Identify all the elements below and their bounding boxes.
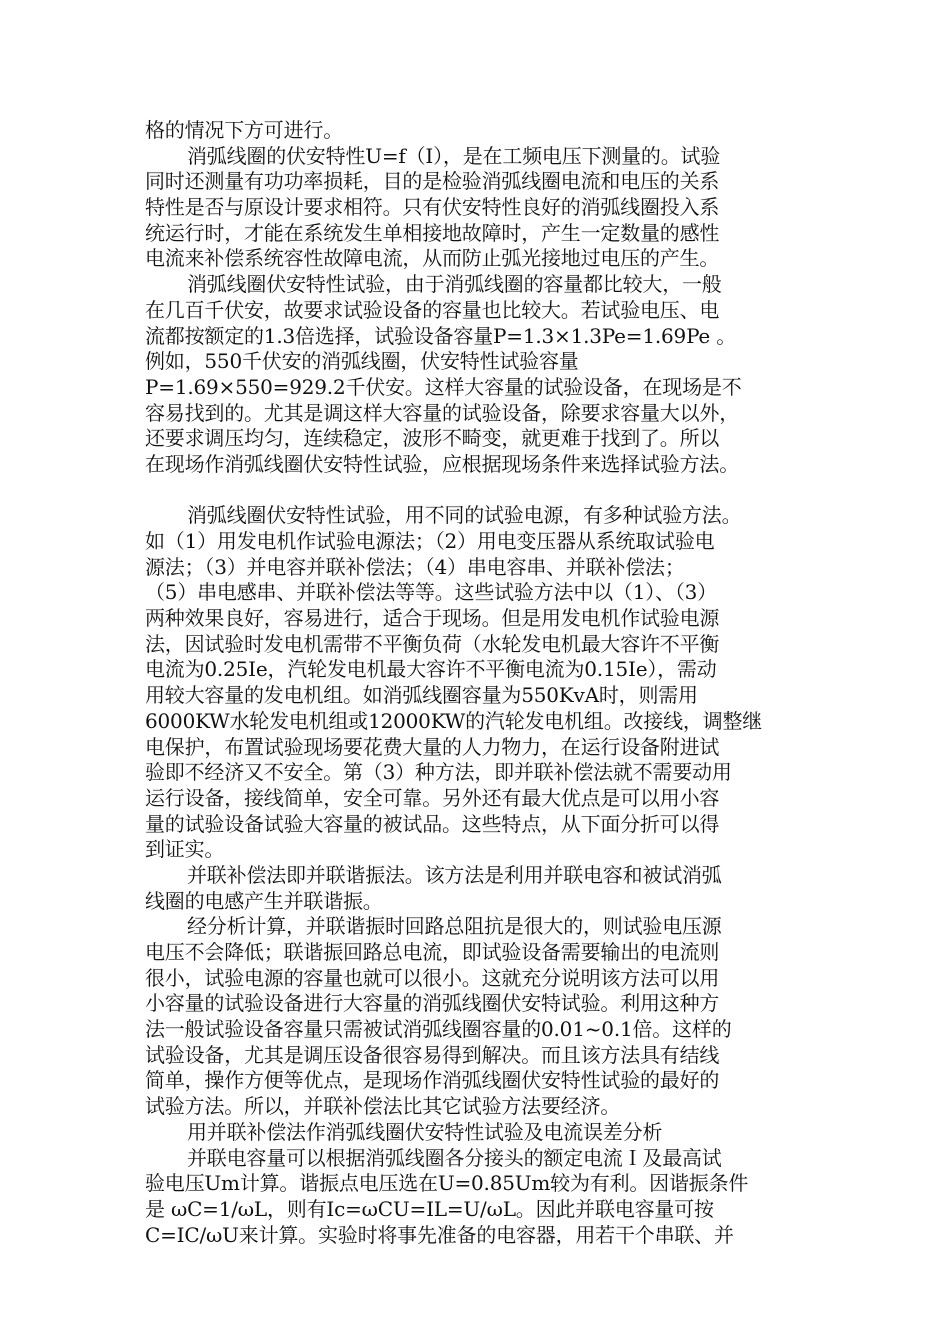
text-line: 法，因试验时发电机需带不平衡负荷（水轮发电机最大容许不平衡 <box>145 631 720 656</box>
text-line: 电流来补偿系统容性故障电流，从而防止弧光接地过电压的产生。 <box>145 246 720 271</box>
text-line: 验即不经济又不安全。第（3）种方法，即并联补偿法就不需要动用 <box>145 760 732 785</box>
blank-line <box>145 478 810 504</box>
text-line: 两种效果良好，容易进行，适合于现场。但是用发电机作试验电源 <box>145 606 720 631</box>
text-line: 还要求调压均匀，连续稳定，波形不畸变，就更难于找到了。所以 <box>145 426 720 451</box>
text-line: 同时还测量有功功率损耗，目的是检验消弧线圈电流和电压的关系 <box>145 169 720 194</box>
text-line: 很小，试验电源的容量也就可以很小。这就充分说明该方法可以用 <box>145 965 720 990</box>
text-line: 在现场作消弧线圈伏安特性试验，应根据现场条件来选择试验方法。 <box>145 451 739 476</box>
text-line: 格的情况下方可进行。 <box>145 118 343 142</box>
text-line: 用并联补偿法作消弧线圈伏安特性试验及电流误差分析 <box>187 1119 663 1144</box>
text-line: 消弧线圈的伏安特性U=f（I），是在工频电压下测量的。试验 <box>187 143 721 168</box>
text-line: 例如，550千伏安的消弧线圈，伏安特性试验容量 <box>145 349 579 374</box>
document-page <box>145 118 810 1248</box>
text-line: 如（1）用发电机作试验电源法；（2）用电变压器从系统取试验电 <box>145 529 715 553</box>
text-line: C=IC/ωU来计算。实验时将事先准备的电容器，用若干个串联、并 <box>145 1222 734 1247</box>
text-line: 运行设备，接线简单，安全可靠。另外还有最大优点是可以用小容 <box>145 785 720 810</box>
text-line: 电压不会降低；联谐振回路总电流，即试验设备需要输出的电流则 <box>145 940 720 964</box>
text-line: 电保护，布置试验现场要花费大量的人力物力，在运行设备附进试 <box>145 734 720 759</box>
text-line: 试验方法。所以，并联补偿法比其它试验方法要经济。 <box>145 1094 621 1119</box>
text-line: 电流为0.25Ie，汽轮发电机最大容许不平衡电流为0.15Ie），需动 <box>145 657 717 682</box>
text-line: 简单，操作方便等优点，是现场作消弧线圈伏安特性试验的最好的 <box>145 1068 720 1093</box>
text-line: （5）串电感串、并联补偿法等等。这些试验方法中以（1）、（3） <box>145 580 717 605</box>
text-line: 消弧线圈伏安特性试验，用不同的试验电源，有多种试验方法。 <box>187 503 742 528</box>
text-line: 特性是否与原设计要求相符。只有伏安特性良好的消弧线圈投入系 <box>145 195 720 220</box>
text-line: 验电压Um计算。谐振点电压选在U=0.85Um较为有利。因谐振条件 <box>145 1171 749 1196</box>
text-line: 线圈的电感产生并联谐振。 <box>145 888 383 913</box>
text-line: 源法；（3）并电容并联补偿法；（4）串电容串、并联补偿法； <box>145 554 685 579</box>
text-line: 试验设备，尤其是调压设备很容易得到解决。而且该方法具有结线 <box>145 1042 720 1067</box>
text-line: 6000KW水轮发电机组或12000KW的汽轮发电机组。改接线，调整继 <box>145 708 763 733</box>
text-line: 法一般试验设备容量只需被试消弧线圈容量的0.01~0.1倍。这样的 <box>145 1017 732 1042</box>
text-line: 量的试验设备试验大容量的被试品。这些特点，从下面分折可以得 <box>145 811 720 836</box>
text-line: 小容量的试验设备进行大容量的消弧线圈伏安特试验。利用这种方 <box>145 991 720 1016</box>
text-line: 在几百千伏安，故要求试验设备的容量也比较大。若试验电压、电 <box>145 297 720 322</box>
text-line: 经分析计算，并联谐振时回路总阻抗是很大的，则试验电压源 <box>187 914 722 939</box>
text-line: 用较大容量的发电机组。如消弧线圈容量为550KvA时，则需用 <box>145 683 698 708</box>
text-line: 统运行时，才能在系统发生单相接地故障时，产生一定数量的感性 <box>145 220 720 245</box>
text-line: 流都按额定的1.3倍选择，试验设备容量P=1.3×1.3Pe=1.69Pe 。 <box>145 323 737 348</box>
text-line: 容易找到的。尤其是调这样大容量的试验设备，除要求容量大以外， <box>145 400 739 425</box>
text-line: P=1.69×550=929.2千伏安。这样大容量的试验设备，在现场是不 <box>145 374 742 399</box>
text-line: 并联补偿法即并联谐振法。该方法是利用并联电容和被试消弧 <box>187 862 722 887</box>
text-line: 消弧线圈伏安特性试验，由于消弧线圈的容量都比较大，一般 <box>187 272 722 297</box>
text-line: 是 ωC=1/ωL，则有Ic=ωCU=IL=U/ωL。因此并联电容量可按 <box>145 1196 714 1221</box>
text-line: 并联电容量可以根据消弧线圈各分接头的额定电流Ｉ及最高试 <box>187 1145 722 1170</box>
text-line: 到证实。 <box>145 837 225 862</box>
